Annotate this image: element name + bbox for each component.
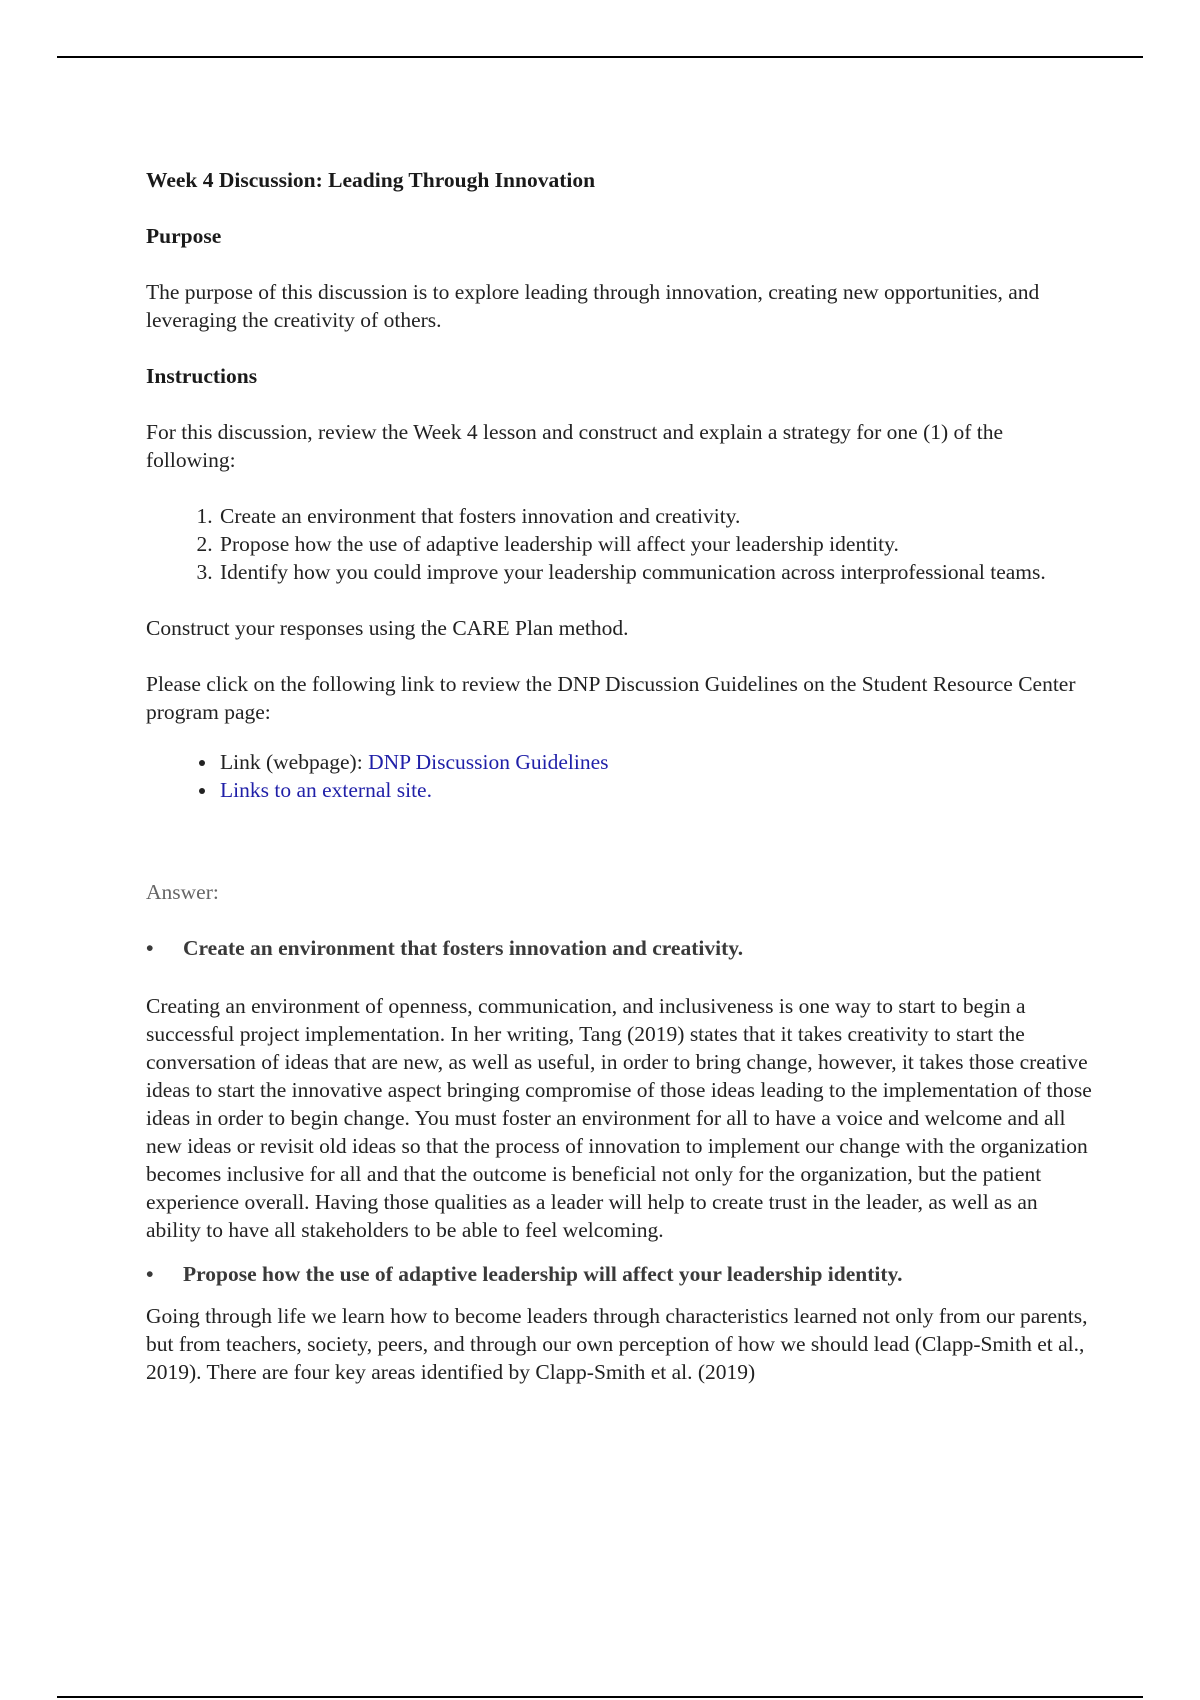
bullet-icon: •: [146, 1262, 154, 1286]
page-bottom-rule: [57, 1696, 1143, 1698]
page-top-rule: [57, 56, 1143, 58]
option-item: 1. Create an environment that fosters innovation and creativity.: [218, 502, 1096, 530]
instructions-text: For this discussion, review the Week 4 lesson and construct and explain a strategy for one (1) of the following:: [146, 420, 1004, 472]
document-body: [146, 166, 1096, 1414]
bullet-icon: •: [146, 936, 154, 960]
answer-paragraph: Going through life we learn how to become leaders through characteristics learned not only from our parents, but from teachers, society, peers, and through our own perception of how we should lead (Clapp-Smith et al., 2019). There are four key areas identified by Clapp-Smith et al. (2019): [146, 1304, 1088, 1384]
answer-paragraph: Creating an environment of openness, communication, and inclusiveness is one way to start to begin a successful project implementation. In her writing, Tang (2019) states that it takes creativity to start the conversation of ideas that are new, as well as useful, in order to bring change, however, it takes those creative ideas to start the innovative aspect bringing compromise of those ideas leading to the implementation of those ideas in order to begin change. You must foster an environment for all to have a voice and welcome and all new ideas or revisit old ideas so that the process of innovation to implement our change with the organization becomes inclusive for all and that the outcome is beneficial not only for the organization, but the patient experience overall. Having those qualities as a leader will help to create trust in the leader, as well as an ability to have all stakeholders to be able to feel welcoming.: [146, 994, 1092, 1242]
link-item: [218, 748, 1096, 776]
answer-label: Answer:: [146, 880, 219, 904]
purpose-heading: Purpose: [146, 224, 222, 248]
instructions-heading: Instructions: [146, 364, 258, 388]
option-item: 2. Propose how the use of adaptive leadership will affect your leadership identity.: [218, 530, 1096, 558]
links-list: [146, 748, 1096, 804]
answer-heading-text: Propose how the use of adaptive leadership will affect your leadership identity.: [183, 1262, 903, 1286]
purpose-text: The purpose of this discussion is to explore leading through innovation, creating new opportunities, and leveraging the creativity of others.: [146, 280, 1040, 332]
care-text: Construct your responses using the CARE Plan method.: [146, 616, 629, 640]
link-intro-text: Please click on the following link to review the DNP Discussion Guidelines on the Student Resource Center program page:: [146, 672, 1076, 724]
link-item: [218, 776, 1096, 804]
dnp-guidelines-link[interactable]: DNP Discussion Guidelines: [368, 750, 609, 774]
external-site-link[interactable]: Links to an external site.: [220, 778, 432, 802]
answer-section-heading: [146, 934, 1096, 962]
link-prefix: Link (webpage):: [220, 750, 369, 774]
option-item: 3. Identify how you could improve your leadership communication across interprofessional teams.: [218, 558, 1096, 586]
options-list: [146, 502, 1096, 586]
answer-heading-text: Create an environment that fosters innovation and creativity.: [183, 936, 744, 960]
answer-section-heading: [146, 1260, 1096, 1288]
document-title: Week 4 Discussion: Leading Through Innovation: [146, 168, 596, 192]
